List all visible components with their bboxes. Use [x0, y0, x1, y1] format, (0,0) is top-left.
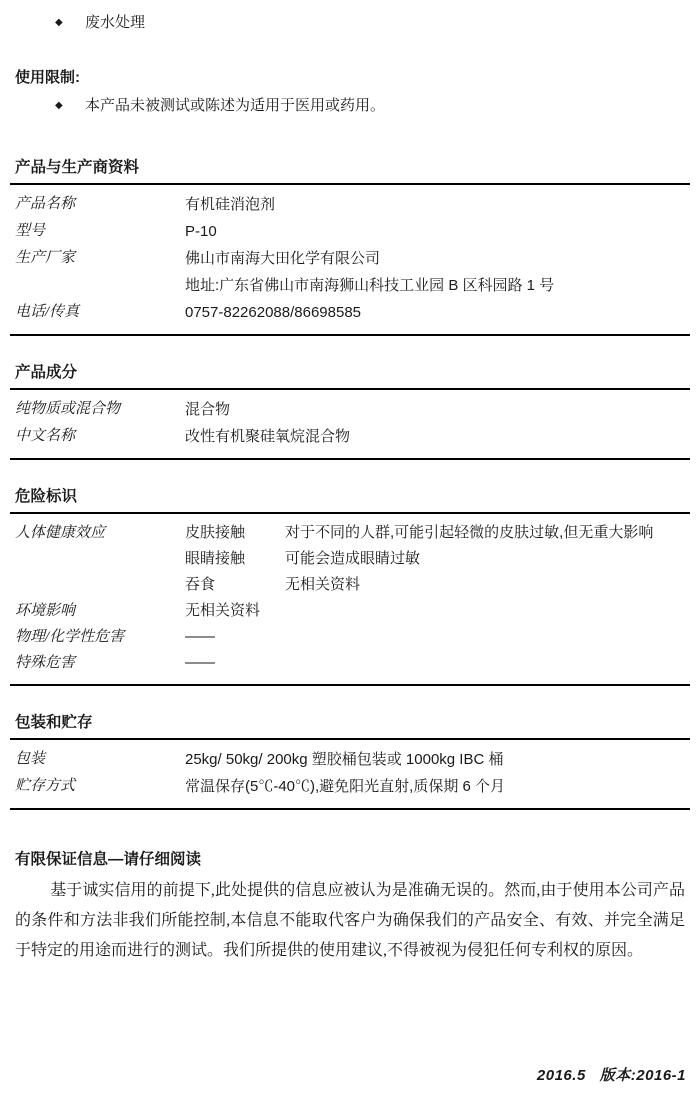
row-value: 佛山市南海大田化学有限公司 — [185, 250, 381, 267]
row-value: 0757-82262088/86698585 — [185, 304, 362, 321]
row-value: P-10 — [185, 223, 217, 240]
table-row — [10, 746, 690, 773]
row-value: 常温保存(5℃-40℃),避免阳光直射,质保期 6 个月 — [185, 778, 506, 795]
row-label — [10, 547, 185, 571]
document-version-footer — [537, 1064, 686, 1085]
row-value: 改性有机聚硅氧烷混合物 — [185, 428, 351, 445]
warranty-paragraph: 基于诚实信用的前提下,此处提供的信息应被认为是准确无误的。然而,由于使用本公司产品的条件和方法非我们所能控制,本信息不能取代客户为确保我们的产品安全、有效、并完全满足于特定的用途而进行的测试。我们所提供的使用建议,不得被视为侵犯任何专利权的原因。 — [15, 882, 685, 959]
section-title: 产品与生产商资料 — [10, 157, 690, 185]
section-composition — [0, 362, 700, 460]
warranty-section — [15, 848, 685, 966]
row-value — [285, 599, 690, 623]
section-hazard-identification — [0, 486, 700, 686]
row-label: 特殊危害 — [15, 655, 76, 671]
row-label: 物理/化学性危害 — [15, 629, 125, 645]
section-packaging-storage — [0, 712, 700, 810]
section-table — [10, 390, 690, 460]
row-label: 人体健康效应 — [15, 525, 106, 541]
row-label: 包装 — [15, 751, 46, 767]
table-row — [10, 546, 690, 572]
row-value — [285, 625, 690, 649]
table-row — [10, 598, 690, 624]
row-label: 生产厂家 — [15, 250, 76, 266]
table-row — [10, 299, 690, 326]
section-title: 包装和贮存 — [10, 712, 690, 740]
row-value: 混合物 — [185, 401, 231, 418]
row-sublabel: 眼睛接触 — [185, 550, 246, 567]
section-title: 产品成分 — [10, 362, 690, 390]
table-row — [10, 423, 690, 450]
table-row — [10, 272, 690, 299]
section-title: 危险标识 — [10, 486, 690, 514]
table-row — [10, 572, 690, 598]
table-row — [10, 191, 690, 218]
row-sublabel: 吞食 — [185, 576, 216, 593]
row-value: 有机硅消泡剂 — [185, 196, 276, 213]
section-table — [10, 740, 690, 810]
section-product-manufacturer — [0, 157, 700, 336]
document-date: 2016.5 — [536, 1067, 586, 1084]
row-label: 中文名称 — [15, 428, 76, 444]
row-sublabel: —— — [185, 628, 215, 645]
list-item — [0, 12, 700, 34]
list-item-text: 废水处理 — [85, 14, 146, 31]
row-sublabel: —— — [185, 654, 215, 671]
table-row — [10, 218, 690, 245]
row-value: 25kg/ 50kg/ 200kg 塑胶桶包装或 1000kg IBC 桶 — [185, 751, 504, 768]
row-sublabel: 无相关资料 — [185, 602, 261, 619]
list-item-text: 本产品未被测试或陈述为适用于医用或药用。 — [85, 97, 386, 114]
warranty-heading: 有限保证信息—请仔细阅读 — [15, 851, 202, 868]
row-sublabel: 皮肤接触 — [185, 524, 246, 541]
row-value: 可能会造成眼睛过敏 — [285, 550, 421, 567]
row-label — [10, 272, 185, 299]
table-row — [10, 396, 690, 423]
table-row — [10, 245, 690, 272]
usage-restrictions-heading: 使用限制: — [15, 69, 80, 86]
diamond-bullet-icon: ◆ — [55, 17, 63, 28]
table-row — [10, 650, 690, 676]
table-row — [10, 624, 690, 650]
row-value: 对于不同的人群,可能引起轻微的皮肤过敏,但无重大影响 — [285, 524, 654, 541]
row-value — [285, 651, 690, 675]
row-label: 型号 — [15, 223, 46, 239]
row-value: 地址:广东省佛山市南海狮山科技工业园 B 区科园路 1 号 — [185, 277, 555, 294]
table-row — [10, 520, 690, 546]
diamond-bullet-icon: ◆ — [55, 100, 63, 111]
document-version: 版本:2016-1 — [599, 1067, 686, 1084]
row-label: 产品名称 — [15, 196, 76, 212]
row-label: 纯物质或混合物 — [15, 401, 121, 417]
row-label: 贮存方式 — [15, 778, 76, 794]
row-label — [10, 573, 185, 597]
list-item — [0, 95, 700, 117]
section-table — [10, 514, 690, 686]
row-label: 电话/传真 — [15, 304, 80, 320]
row-value: 无相关资料 — [285, 576, 361, 593]
row-label: 环境影响 — [15, 603, 76, 619]
table-row — [10, 773, 690, 800]
section-table — [10, 185, 690, 336]
